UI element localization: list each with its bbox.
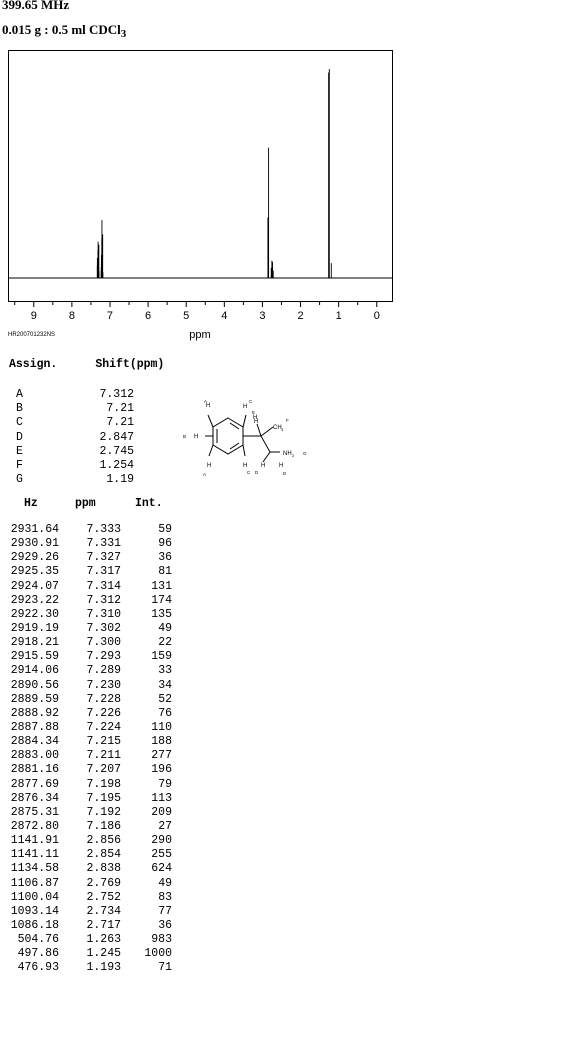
peak-hz: 2883.00 bbox=[10, 749, 59, 763]
svg-text:D: D bbox=[283, 471, 287, 476]
peak-ppm: 2.717 bbox=[86, 918, 121, 932]
int-column-header: Int. bbox=[135, 497, 163, 510]
peak-hz: 2915.59 bbox=[10, 650, 59, 664]
assign-label: D bbox=[16, 430, 23, 444]
assign-shift: 7.21 bbox=[106, 402, 134, 416]
assign-shift: 2.847 bbox=[99, 430, 134, 444]
peak-hz: 2924.07 bbox=[10, 579, 59, 593]
svg-text:B: B bbox=[183, 434, 187, 439]
peak-int: 36 bbox=[158, 918, 172, 932]
assign-shift: 1.19 bbox=[106, 473, 134, 487]
peak-ppm: 7.230 bbox=[86, 678, 121, 692]
peak-hz: 2890.56 bbox=[10, 678, 59, 692]
peak-ppm: 7.293 bbox=[86, 650, 121, 664]
molecule-structure bbox=[175, 394, 310, 484]
peak-ppm: 2.734 bbox=[86, 904, 121, 918]
svg-text:H: H bbox=[243, 404, 248, 410]
peak-ppm: 2.838 bbox=[86, 862, 121, 876]
peak-hz: 2884.34 bbox=[10, 735, 59, 749]
peak-ppm: 7.300 bbox=[86, 636, 121, 650]
assign-label: G bbox=[16, 473, 23, 487]
svg-text:H: H bbox=[206, 403, 211, 409]
svg-text:3: 3 bbox=[281, 427, 284, 432]
peak-int: 49 bbox=[158, 876, 172, 890]
peak-ppm: 7.314 bbox=[86, 579, 121, 593]
table-row bbox=[7, 537, 172, 551]
peak-ppm: 7.224 bbox=[86, 720, 121, 734]
peak-hz: 2888.92 bbox=[10, 706, 59, 720]
peak-int: 131 bbox=[151, 579, 172, 593]
peak-hz: 2876.34 bbox=[10, 791, 59, 805]
axis-tick-label: 5 bbox=[183, 310, 190, 322]
peak-int: 76 bbox=[158, 706, 172, 720]
peak-hz: 1134.58 bbox=[10, 862, 59, 876]
svg-text:A: A bbox=[203, 472, 207, 477]
axis-tick-label: 7 bbox=[106, 310, 114, 322]
svg-text:H: H bbox=[253, 415, 258, 421]
peak-int: 49 bbox=[158, 621, 172, 635]
peak-hz: 2889.59 bbox=[10, 692, 59, 706]
peak-ppm: 7.289 bbox=[86, 664, 121, 678]
peak-ppm: 7.211 bbox=[86, 749, 121, 763]
peak-ppm: 1.245 bbox=[86, 947, 121, 961]
svg-text:A: A bbox=[204, 399, 208, 404]
peak-int: 290 bbox=[151, 834, 172, 848]
peak-int: 174 bbox=[151, 593, 172, 607]
table-row bbox=[7, 877, 172, 891]
assign-shift: 1.254 bbox=[99, 458, 134, 472]
assign-label: A bbox=[16, 388, 23, 401]
peak-hz: 1141.11 bbox=[10, 848, 59, 862]
table-row bbox=[7, 749, 172, 763]
peak-hz: 2919.19 bbox=[10, 621, 59, 635]
svg-text:H: H bbox=[207, 463, 212, 469]
peak-int: 983 bbox=[151, 933, 172, 947]
svg-text:H: H bbox=[243, 463, 248, 469]
peak-ppm: 7.327 bbox=[86, 551, 121, 565]
peak-int: 33 bbox=[158, 664, 172, 678]
shift-column-header: Shift(ppm) bbox=[95, 358, 165, 371]
svg-text:H: H bbox=[279, 463, 284, 469]
sample-info bbox=[2, 22, 126, 38]
peak-hz: 476.93 bbox=[17, 961, 59, 975]
table-row bbox=[7, 961, 172, 975]
table-row bbox=[7, 792, 172, 806]
table-row bbox=[7, 664, 172, 678]
table-row bbox=[7, 891, 172, 905]
x-axis-label: ppm bbox=[189, 329, 211, 341]
benzene-ring bbox=[205, 415, 280, 462]
axis-tick-label: 9 bbox=[30, 310, 37, 322]
svg-text:H: H bbox=[261, 463, 266, 469]
peak-ppm: 2.854 bbox=[86, 848, 121, 862]
table-row bbox=[7, 735, 172, 749]
peak-int: 71 bbox=[158, 961, 172, 975]
axis-tick-label: 1 bbox=[335, 310, 342, 322]
table-row bbox=[7, 580, 172, 594]
peak-hz: 1141.91 bbox=[10, 834, 59, 848]
peak-ppm: 7.302 bbox=[86, 621, 121, 635]
peak-hz: 2872.80 bbox=[10, 819, 59, 833]
peak-ppm: 7.215 bbox=[86, 735, 121, 749]
peak-hz: 2923.22 bbox=[10, 593, 59, 607]
peak-ppm: 7.207 bbox=[86, 763, 121, 777]
svg-text:C: C bbox=[247, 470, 251, 475]
peak-ppm: 1.193 bbox=[86, 961, 121, 975]
peak-hz: 2931.64 bbox=[10, 523, 59, 536]
spectrum-trace bbox=[9, 69, 392, 278]
table-row bbox=[7, 806, 172, 820]
peak-hz: 1093.14 bbox=[10, 904, 59, 918]
svg-text:2: 2 bbox=[292, 453, 295, 458]
peak-int: 36 bbox=[158, 551, 172, 565]
table-row bbox=[7, 820, 172, 834]
peak-int: 188 bbox=[151, 735, 172, 749]
axis-tick-label: 3 bbox=[259, 310, 266, 322]
peak-hz: 2929.26 bbox=[10, 551, 59, 565]
peak-ppm: 7.333 bbox=[86, 523, 121, 536]
peak-int: 255 bbox=[151, 848, 172, 862]
peak-int: 209 bbox=[151, 805, 172, 819]
axis-tick-label: 8 bbox=[68, 310, 75, 322]
table-row bbox=[7, 608, 172, 622]
peak-ppm: 7.310 bbox=[86, 607, 121, 621]
peak-int: 81 bbox=[158, 565, 172, 579]
assignment-labels bbox=[16, 388, 23, 487]
table-row bbox=[7, 636, 172, 650]
peak-hz: 2930.91 bbox=[10, 537, 59, 551]
peak-ppm: 7.186 bbox=[86, 819, 121, 833]
peak-int: 110 bbox=[151, 720, 172, 734]
peak-int: 22 bbox=[158, 636, 172, 650]
axis-tick-label: 0 bbox=[373, 310, 380, 322]
peak-ppm: 2.769 bbox=[86, 876, 121, 890]
peak-int: 277 bbox=[151, 749, 172, 763]
svg-text:H: H bbox=[254, 419, 259, 425]
table-row bbox=[7, 721, 172, 735]
peak-hz: 2922.30 bbox=[10, 607, 59, 621]
assign-label: F bbox=[16, 458, 23, 472]
ppm-column-header: ppm bbox=[75, 497, 96, 510]
peak-hz: 497.86 bbox=[17, 947, 59, 961]
peak-ppm: 2.856 bbox=[86, 834, 121, 848]
table-row bbox=[7, 763, 172, 777]
assign-shift: 7.312 bbox=[99, 388, 134, 401]
peak-hz: 2887.88 bbox=[10, 720, 59, 734]
peak-table bbox=[7, 523, 172, 976]
spectrum-id: HR200701232NS bbox=[8, 332, 56, 338]
svg-text:C: C bbox=[249, 399, 253, 404]
peak-int: 34 bbox=[158, 678, 172, 692]
sample-info-subscript: 3 bbox=[120, 28, 127, 40]
table-row bbox=[7, 594, 172, 608]
peak-ppm: 7.195 bbox=[86, 791, 121, 805]
peak-ppm: 7.317 bbox=[86, 565, 121, 579]
svg-text:D: D bbox=[255, 470, 259, 475]
svg-text:G: G bbox=[303, 451, 307, 456]
peak-int: 624 bbox=[151, 862, 172, 876]
peak-ppm: 2.752 bbox=[86, 890, 121, 904]
peak-int: 27 bbox=[158, 819, 172, 833]
svg-text:NH: NH bbox=[283, 451, 292, 457]
peak-hz: 1106.87 bbox=[10, 876, 59, 890]
peak-hz: 2925.35 bbox=[10, 565, 59, 579]
assign-label: B bbox=[16, 402, 23, 416]
axis-tick-label: 2 bbox=[297, 310, 304, 322]
table-row bbox=[7, 947, 172, 961]
nmr-spectrum-chart bbox=[0, 40, 400, 345]
assign-column-header: Assign. bbox=[9, 358, 58, 371]
svg-text:CH: CH bbox=[273, 425, 282, 431]
peak-hz: 2875.31 bbox=[10, 805, 59, 819]
axis-tick-label: 6 bbox=[145, 310, 152, 322]
peak-hz: 2914.06 bbox=[10, 664, 59, 678]
assign-label: E bbox=[16, 444, 23, 458]
table-row bbox=[7, 933, 172, 947]
hz-column-header: Hz bbox=[24, 497, 38, 510]
table-row bbox=[7, 650, 172, 664]
plot-frame bbox=[9, 51, 393, 302]
assignment-shifts bbox=[96, 388, 134, 487]
peak-int: 113 bbox=[151, 791, 172, 805]
peak-hz: 1100.04 bbox=[10, 890, 59, 904]
table-row bbox=[7, 565, 172, 579]
table-row bbox=[7, 862, 172, 876]
svg-text:H: H bbox=[194, 434, 199, 440]
table-row bbox=[7, 693, 172, 707]
peak-hz: 504.76 bbox=[17, 933, 59, 947]
table-row bbox=[7, 707, 172, 721]
peak-hz: 2881.16 bbox=[10, 763, 59, 777]
peak-hz: 2877.69 bbox=[10, 777, 59, 791]
peak-ppm: 7.192 bbox=[86, 805, 121, 819]
table-row bbox=[7, 905, 172, 919]
peak-ppm: 7.228 bbox=[86, 692, 121, 706]
peak-int: 96 bbox=[158, 537, 172, 551]
table-row bbox=[7, 919, 172, 933]
peak-int: 1000 bbox=[144, 947, 172, 961]
peak-ppm: 1.263 bbox=[86, 933, 121, 947]
peak-int: 59 bbox=[158, 523, 172, 536]
sample-info-text: 0.015 g : 0.5 ml CDCl bbox=[2, 22, 121, 37]
table-row bbox=[7, 622, 172, 636]
assign-label: C bbox=[16, 416, 23, 430]
svg-text:E: E bbox=[252, 410, 256, 415]
peak-int: 83 bbox=[158, 890, 172, 904]
assignment-header bbox=[9, 358, 164, 371]
axis-tick-label: 4 bbox=[221, 310, 228, 322]
assign-shift: 2.745 bbox=[99, 444, 134, 458]
peak-ppm: 7.312 bbox=[86, 593, 121, 607]
table-row bbox=[7, 679, 172, 693]
peak-int: 77 bbox=[158, 904, 172, 918]
peak-ppm: 7.331 bbox=[86, 537, 121, 551]
table-row bbox=[7, 523, 172, 537]
peak-int: 135 bbox=[151, 607, 172, 621]
peak-int: 196 bbox=[151, 763, 172, 777]
table-row bbox=[7, 848, 172, 862]
table-row bbox=[7, 834, 172, 848]
table-row bbox=[7, 551, 172, 565]
peak-int: 159 bbox=[151, 650, 172, 664]
peak-hz: 1086.18 bbox=[10, 918, 59, 932]
peak-int: 52 bbox=[158, 692, 172, 706]
peak-hz: 2918.21 bbox=[10, 636, 59, 650]
svg-text:F: F bbox=[286, 418, 289, 423]
ppm-axis bbox=[15, 302, 380, 322]
spectrometer-frequency: 399.65 MHz bbox=[2, 0, 70, 12]
peak-ppm: 7.226 bbox=[86, 706, 121, 720]
assign-shift: 7.21 bbox=[106, 416, 134, 430]
peak-int: 79 bbox=[158, 777, 172, 791]
table-row bbox=[7, 778, 172, 792]
peak-ppm: 7.198 bbox=[86, 777, 121, 791]
